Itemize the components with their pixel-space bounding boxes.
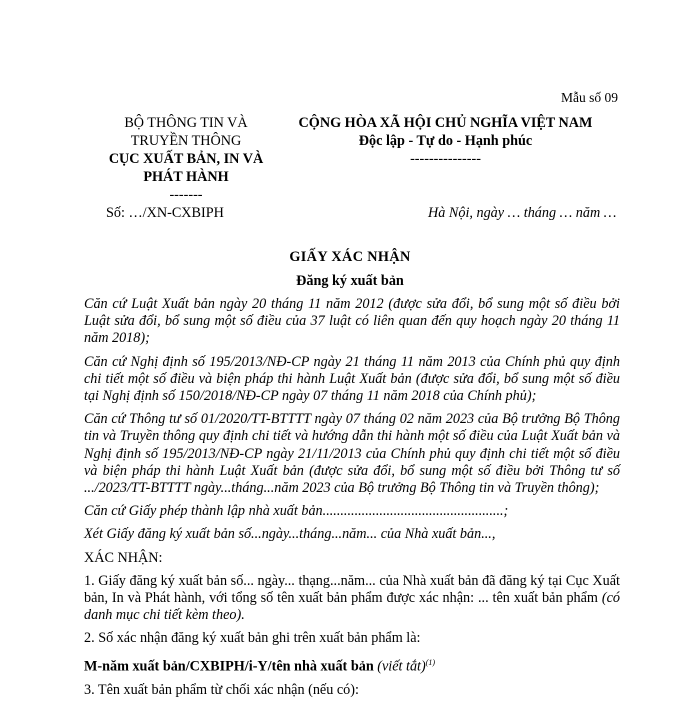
confirmation-item-2: 2. Số xác nhận đăng ký xuất bản ghi trên xuất bản phẩm là: — [84, 630, 421, 647]
legal-basis-publishing-law: Căn cứ Luật Xuất bản ngày 20 tháng 11 năm 2012 (được sửa đổi, bổ sung một số điều bởi Luật sửa đổi, bổ sung một số điều của 37 luật có liên quan đến quy hoạch ngày 20 tháng 11 năm 2018); — [84, 296, 620, 347]
place-and-date: Hà Nội, ngày … tháng … năm … — [428, 205, 617, 221]
left-header-separator: ------- — [169, 187, 203, 203]
department-name-line1: CỤC XUẤT BẢN, IN VÀ — [108, 151, 264, 167]
document-title: GIẤY XÁC NHẬN — [289, 249, 411, 265]
department-name-line2: PHÁT HÀNH — [143, 169, 229, 185]
confirmation-item-3: 3. Tên xuất bản phẩm từ chối xác nhận (nếu có): — [84, 681, 359, 698]
item-1-note: (có danh mục chi tiết kèm theo). — [84, 590, 620, 624]
form-number: Mẫu số 09 — [561, 90, 618, 105]
confirmation-item-1 — [84, 573, 620, 625]
ministry-name-line2: TRUYỀN THÔNG — [130, 133, 242, 149]
legal-basis-decree: Căn cứ Nghị định số 195/2013/NĐ-CP ngày 21 tháng 11 năm 2013 của Chính phủ quy định chi tiết một số điều và biện pháp thi hành Luật Xuất bản (được sửa đổi, bổ sung một số điều tại Nghị định số 150/2018/NĐ-CP ngày 07 tháng 11 năm 2018 của Chính phủ); — [84, 353, 620, 405]
format-note: (viết tắt) — [373, 658, 426, 675]
confirmation-heading: XÁC NHẬN: — [84, 549, 163, 566]
registration-number-format — [84, 654, 620, 676]
national-header — [288, 114, 603, 168]
document-subtitle: Đăng ký xuất bản — [296, 273, 404, 289]
document-body — [84, 296, 620, 705]
item-1-text: 1. Giấy đăng ký xuất bản số... ngày... thạng...năm... của Nhà xuất bản đã đăng ký tại Cục Xuất bản, In và Phát hành, với tổng số tên xuất bản phẩm được xác nhận: ... tên xuất bản phẩm — [84, 572, 620, 607]
issuing-authority-header — [86, 114, 286, 204]
footnote-ref: (1) — [425, 657, 436, 667]
nation-name: CỘNG HÒA XÃ HỘI CHỦ NGHĨA VIỆT NAM — [298, 115, 593, 131]
national-motto: Độc lập - Tự do - Hạnh phúc — [358, 133, 533, 149]
right-header-separator: --------------- — [410, 151, 481, 167]
legal-basis-license: Căn cứ Giấy phép thành lập nhà xuất bản...................................................; — [84, 503, 509, 520]
ministry-name-line1: BỘ THÔNG TIN VÀ — [124, 115, 248, 131]
legal-basis-circular: Căn cứ Thông tư số 01/2020/TT-BTTTT ngày 07 tháng 02 năm 2023 của Bộ trưởng Bộ Thông tin và Truyền thông quy định chi tiết và hướng dẫn thi hành một số điều của Luật Xuất bản và Nghị định số 195/2013/NĐ-CP ngày 21/11/2013 của Chính phủ quy định chi tiết một số điều và biện pháp thi hành Luật Xuất bản (được sửa đổi, bổ sung một số điều bởi Thông tư số .../2023/TT-BTTTT ngày...tháng...năm 2023 của Bộ trưởng Bộ Thông tin và Truyền thông); — [84, 411, 620, 497]
consideration-clause: Xét Giấy đăng ký xuất bản số...ngày...tháng...năm... của Nhà xuất bản..., — [84, 526, 496, 543]
reference-number: Số: …/XN-CXBIPH — [106, 205, 224, 221]
format-pattern: M-năm xuất bản/CXBIPH/i-Y/tên nhà xuất bản — [84, 658, 374, 675]
